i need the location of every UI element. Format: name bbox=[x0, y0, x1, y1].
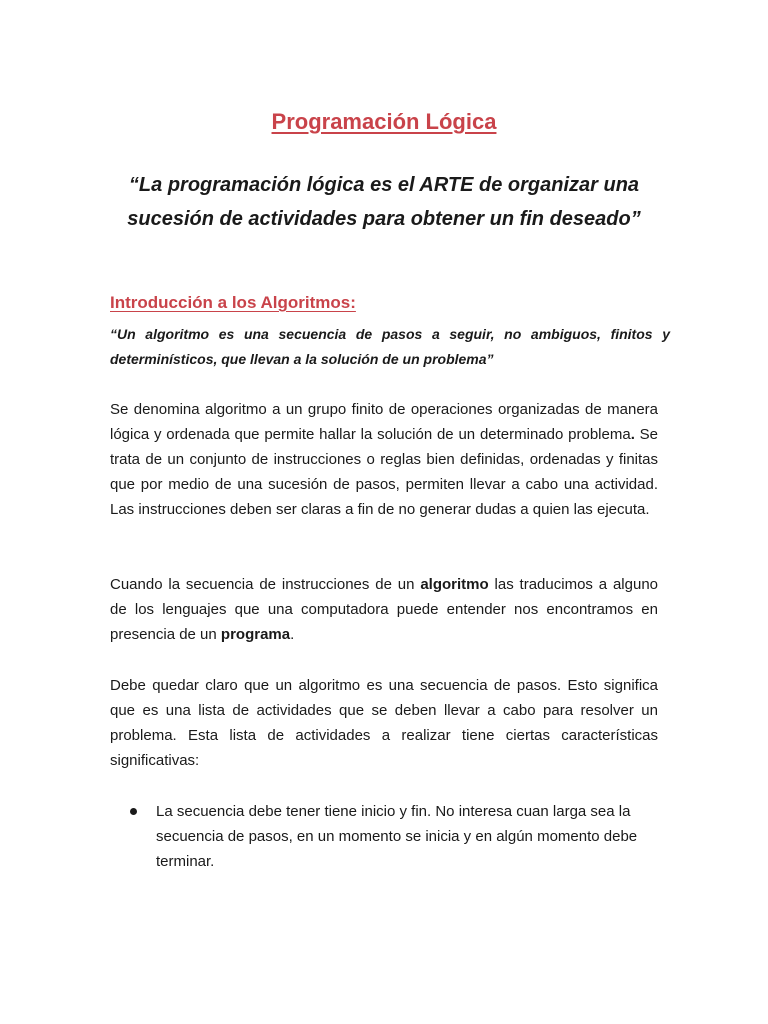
bullet-icon bbox=[130, 808, 137, 815]
term-programa: programa bbox=[220, 626, 291, 643]
paragraph-2 bbox=[110, 572, 658, 647]
paragraph-1-text-b: Se trata de un conjunto de instrucciones o reglas bien definidas, ordenadas y finitas que por medio de una sucesión de pasos, permiten llevar a cabo una actividad. Las instrucciones deben ser claras a fin de no generar dudas a quien las ejecuta. bbox=[110, 426, 659, 518]
paragraph-2-text-c: . bbox=[290, 626, 295, 643]
paragraph-1-text-a: Se denomina algoritmo a un grupo finito de operaciones organizadas de manera lógica y ordenada que permite hallar la solución de un determinado problema bbox=[110, 401, 658, 443]
paragraph-2-text-a: Cuando la secuencia de instrucciones de un bbox=[110, 576, 421, 593]
section-heading bbox=[110, 293, 356, 313]
paragraph-1 bbox=[110, 397, 658, 522]
definition-quote: “Un algoritmo es una secuencia de pasos a seguir, no ambiguos, finitos y determinísticos, que llevan a la solución de un problema” bbox=[110, 326, 670, 367]
section-heading-text: Introducción a los Algoritmos: bbox=[110, 293, 356, 312]
paragraph-2-text-b: las traducimos a alguno de los lenguajes que una computadora puede entender nos encontramos en presencia de un bbox=[110, 576, 659, 643]
list-item bbox=[110, 799, 658, 874]
page-title-text: Programación Lógica bbox=[271, 109, 497, 134]
paragraph-1-bold-period: . bbox=[630, 426, 635, 443]
page-title bbox=[0, 109, 768, 135]
paragraph-3: Debe quedar claro que un algoritmo es una secuencia de pasos. Esto significa que es una lista de actividades que se deben llevar a cabo para resolver un problema. Esta lista de actividades a realizar tiene ciertas características significativas: bbox=[110, 677, 658, 769]
term-algoritmo: algoritmo bbox=[420, 576, 489, 593]
opening-quote: “La programación lógica es el ARTE de organizar una sucesión de actividades para obtener un fin deseado” bbox=[127, 174, 641, 230]
list-item-text: La secuencia debe tener tiene inicio y fin. No interesa cuan larga sea la secuencia de pasos, en un momento se inicia y en algún momento debe terminar. bbox=[156, 803, 638, 870]
characteristics-list bbox=[110, 799, 658, 874]
